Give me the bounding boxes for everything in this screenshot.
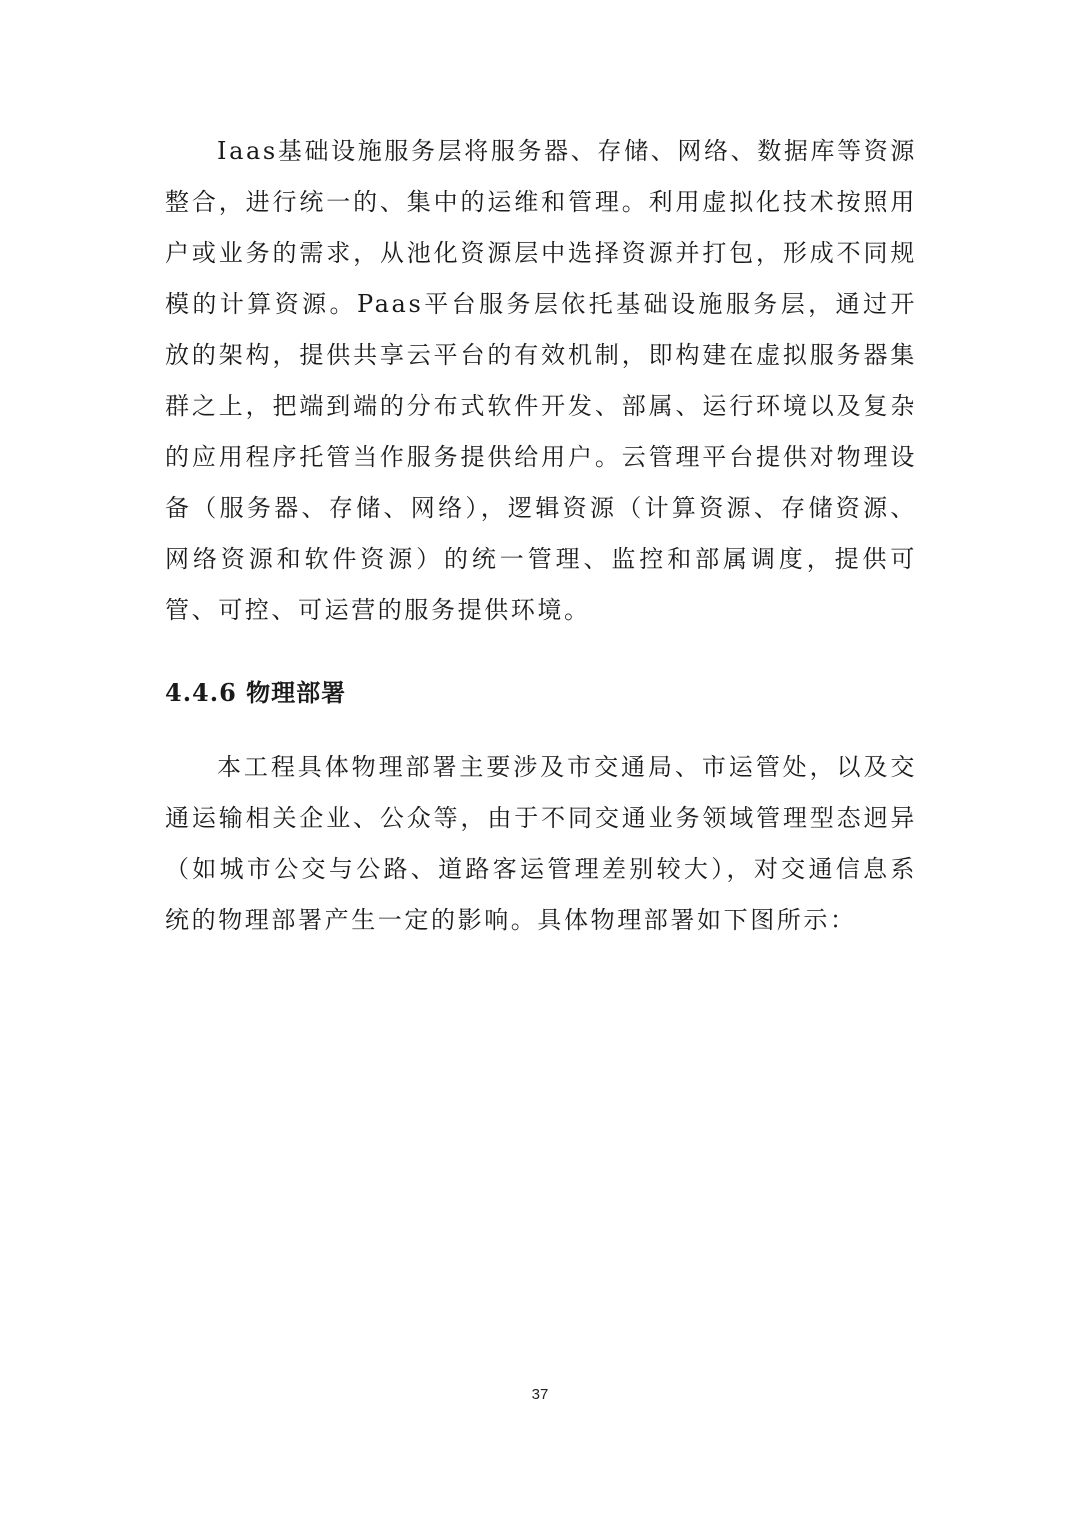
page-content (165, 126, 917, 946)
paragraph-physical-deployment: 本工程具体物理部署主要涉及市交通局、市运管处，以及交通运输相关企业、公众等，由于不同交通业务领域管理型态迥异（如城市公交与公路、道路客运管理差别较大），对交通信息系统的物理部署产生一定的影响。具体物理部署如下图所示： (165, 753, 917, 934)
paragraph-iaas-paas: Iaas基础设施服务层将服务器、存储、网络、数据库等资源整合，进行统一的、集中的运维和管理。利用虚拟化技术按照用户或业务的需求，从池化资源层中选择资源并打包，形成不同规模的计算资源。Paas平台服务层依托基础设施服务层，通过开放的架构，提供共享云平台的有效机制，即构建在虚拟服务器集群之上，把端到端的分布式软件开发、部属、运行环境以及复杂的应用程序托管当作服务提供给用户。云管理平台提供对物理设备（服务器、存储、网络），逻辑资源（计算资源、存储资源、网络资源和软件资源）的统一管理、监控和部属调度，提供可管、可控、可运营的服务提供环境。 (165, 137, 917, 624)
section-heading: 4.4.6 物理部署 (165, 678, 347, 707)
page-number: 37 (531, 1386, 549, 1403)
